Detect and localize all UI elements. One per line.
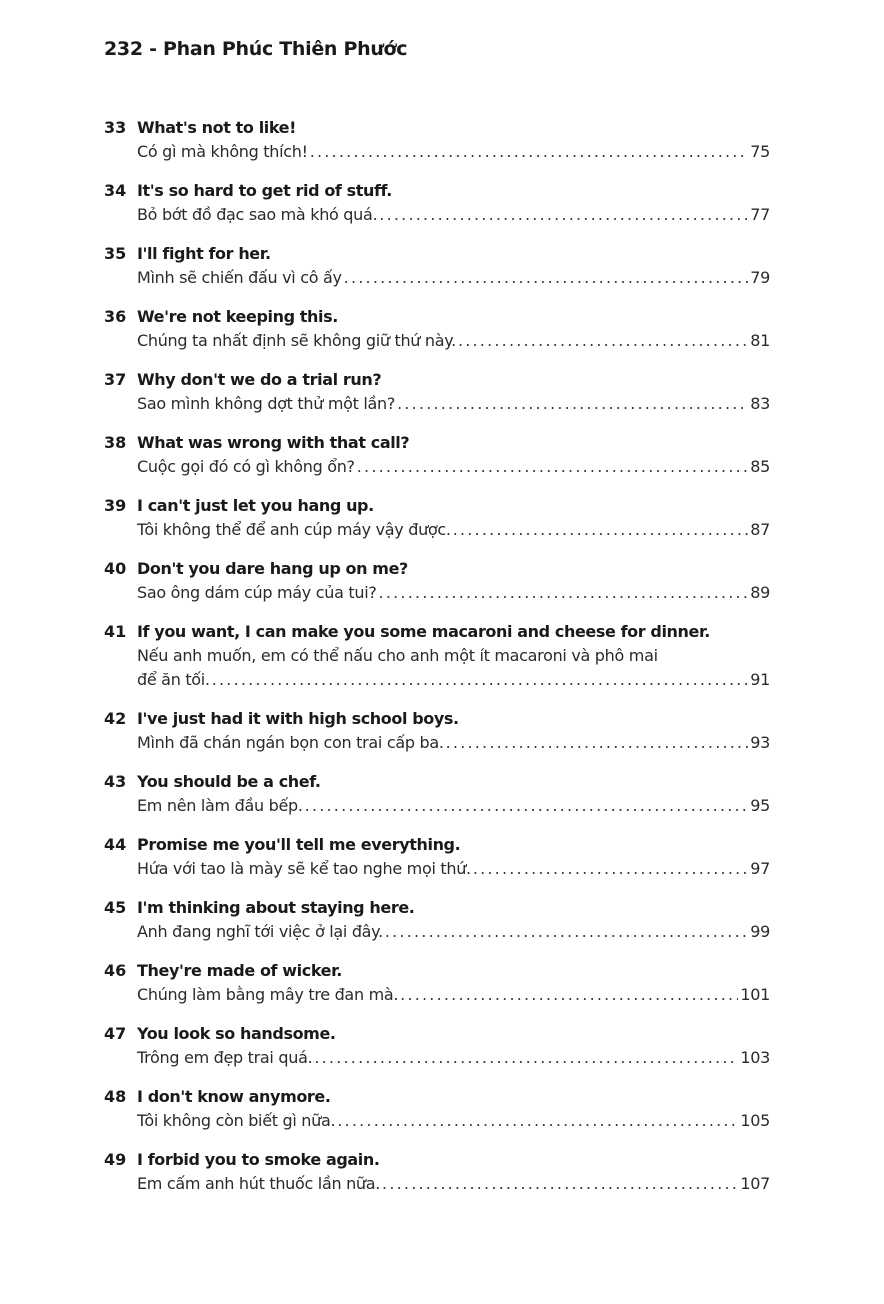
entry-body <box>137 305 770 353</box>
entry-body <box>137 833 770 881</box>
entry-vietnamese-last-line <box>137 140 770 164</box>
entry-page-number[interactable]: 87 <box>750 520 770 539</box>
dot-leader <box>382 1172 738 1196</box>
entry-vietnamese-last-line <box>137 983 770 1007</box>
entry-vietnamese-last-line <box>137 329 770 353</box>
entry-vietnamese-title: Sao mình không dợt thử một lần? <box>137 394 396 413</box>
entry-vietnamese-title: Chúng làm bằng mây tre đan mà. <box>137 985 399 1004</box>
toc-entry-44[interactable] <box>104 833 770 881</box>
dot-leader <box>310 140 749 164</box>
dot-leader <box>473 857 748 881</box>
dot-leader <box>446 731 749 755</box>
entry-english-title: I'll fight for her. <box>137 244 271 263</box>
entry-english-title: I've just had it with high school boys. <box>137 709 459 728</box>
entry-body <box>137 1085 770 1133</box>
entry-vietnamese-line: Nếu anh muốn, em có thể nấu cho anh một ít macaroni và phô mai <box>137 646 658 665</box>
dot-leader <box>314 1046 738 1070</box>
entry-vietnamese-title: Mình đã chán ngán bọn con trai cấp ba. <box>137 733 444 752</box>
entry-vietnamese-title: để ăn tối. <box>137 670 210 689</box>
entry-page-number[interactable]: 105 <box>740 1111 770 1130</box>
entry-page-number[interactable]: 95 <box>750 796 770 815</box>
entry-vietnamese-last-line <box>137 1109 770 1133</box>
entry-vietnamese-last-line <box>137 518 770 542</box>
entry-english-title: I can't just let you hang up. <box>137 496 374 515</box>
entry-page-number[interactable]: 75 <box>750 142 770 161</box>
entry-vietnamese-last-line <box>137 455 770 479</box>
entry-number: 36 <box>104 307 127 326</box>
dot-leader <box>400 983 738 1007</box>
entry-number: 43 <box>104 772 127 791</box>
entry-vietnamese-title: Tôi không còn biết gì nữa. <box>137 1111 336 1130</box>
entry-vietnamese-title: Tôi không thể để anh cúp máy vậy được. <box>137 520 451 539</box>
toc-entry-36[interactable] <box>104 305 770 353</box>
entry-vietnamese-last-line <box>137 920 770 944</box>
toc-entry-37[interactable] <box>104 368 770 416</box>
entry-english-title: Don't you dare hang up on me? <box>137 559 408 578</box>
toc-entry-35[interactable] <box>104 242 770 290</box>
entry-body <box>137 959 770 1007</box>
entry-vietnamese-last-line <box>137 392 770 416</box>
entry-number: 45 <box>104 898 127 917</box>
entry-body <box>137 368 770 416</box>
entry-english-title: If you want, I can make you some macaroni and cheese for dinner. <box>137 622 710 641</box>
entry-body <box>137 242 770 290</box>
toc-entry-43[interactable] <box>104 770 770 818</box>
toc-entry-45[interactable] <box>104 896 770 944</box>
entry-number: 35 <box>104 244 127 263</box>
toc-entry-33[interactable] <box>104 116 770 164</box>
dot-leader <box>344 266 749 290</box>
entry-page-number[interactable]: 99 <box>750 922 770 941</box>
toc-entry-49[interactable] <box>104 1148 770 1196</box>
toc-entry-34[interactable] <box>104 179 770 227</box>
entry-body <box>137 896 770 944</box>
dot-leader <box>397 392 748 416</box>
entry-vietnamese-title: Chúng ta nhất định sẽ không giữ thứ này. <box>137 331 456 350</box>
entry-english-title: They're made of wicker. <box>137 961 342 980</box>
entry-vietnamese-last-line <box>137 731 770 755</box>
entry-vietnamese-title: Bỏ bớt đồ đạc sao mà khó quá. <box>137 205 378 224</box>
entry-number: 44 <box>104 835 127 854</box>
page-header: 232 - Phan Phúc Thiên Phước <box>104 38 408 60</box>
entry-english-title: We're not keeping this. <box>137 307 338 326</box>
entry-english-title: I forbid you to smoke again. <box>137 1150 380 1169</box>
entry-english-title: Promise me you'll tell me everything. <box>137 835 461 854</box>
entry-number: 42 <box>104 709 127 728</box>
entry-vietnamese-last-line <box>137 794 770 818</box>
entry-vietnamese-title: Mình sẽ chiến đấu vì cô ấy <box>137 268 342 287</box>
entry-english-title: I'm thinking about staying here. <box>137 898 415 917</box>
entry-page-number[interactable]: 91 <box>750 670 770 689</box>
entry-english-title: Why don't we do a trial run? <box>137 370 382 389</box>
dot-leader <box>385 920 748 944</box>
entry-vietnamese-last-line <box>137 266 770 290</box>
entry-vietnamese-last-line <box>137 668 770 692</box>
entry-vietnamese-title: Cuộc gọi đó có gì không ổn? <box>137 457 355 476</box>
entry-vietnamese-title: Sao ông dám cúp máy của tui? <box>137 583 377 602</box>
entry-vietnamese-last-line <box>137 203 770 227</box>
toc-entry-48[interactable] <box>104 1085 770 1133</box>
entry-vietnamese-last-line <box>137 857 770 881</box>
entry-body <box>137 620 770 692</box>
table-of-contents <box>104 116 770 1211</box>
dot-leader <box>458 329 748 353</box>
entry-body <box>137 707 770 755</box>
entry-english-title: What's not to like! <box>137 118 297 137</box>
entry-vietnamese-last-line <box>137 1046 770 1070</box>
entry-number: 40 <box>104 559 127 578</box>
toc-entry-47[interactable] <box>104 1022 770 1070</box>
toc-entry-38[interactable] <box>104 431 770 479</box>
entry-body <box>137 116 770 164</box>
entry-vietnamese-last-line <box>137 1172 770 1196</box>
entry-page-number[interactable]: 81 <box>750 331 770 350</box>
entry-page-number[interactable]: 103 <box>740 1048 770 1067</box>
dot-leader <box>212 668 749 692</box>
entry-english-title: What was wrong with that call? <box>137 433 410 452</box>
entry-number: 49 <box>104 1150 127 1169</box>
entry-number: 41 <box>104 622 127 641</box>
entry-page-number[interactable]: 83 <box>750 394 770 413</box>
entry-vietnamese-title: Em nên làm đầu bếp. <box>137 796 303 815</box>
toc-entry-39[interactable] <box>104 494 770 542</box>
toc-entry-46[interactable] <box>104 959 770 1007</box>
entry-page-number[interactable]: 77 <box>750 205 770 224</box>
dot-leader <box>305 794 749 818</box>
dot-leader <box>453 518 749 542</box>
entry-english-title: It's so hard to get rid of stuff. <box>137 181 392 200</box>
entry-body <box>137 179 770 227</box>
entry-vietnamese-last-line <box>137 581 770 605</box>
dot-leader <box>379 581 749 605</box>
entry-body <box>137 770 770 818</box>
entry-body <box>137 1022 770 1070</box>
entry-page-number[interactable]: 79 <box>750 268 770 287</box>
dot-leader <box>379 203 748 227</box>
entry-body <box>137 494 770 542</box>
entry-body <box>137 557 770 605</box>
entry-vietnamese-title: Hứa với tao là mày sẽ kể tao nghe mọi thứ. <box>137 859 471 878</box>
entry-number: 34 <box>104 181 127 200</box>
entry-number: 46 <box>104 961 127 980</box>
dot-leader <box>357 455 748 479</box>
entry-vietnamese-title: Anh đang nghĩ tới việc ở lại đây. <box>137 922 383 941</box>
entry-vietnamese-lines <box>137 644 770 668</box>
entry-page-number[interactable]: 85 <box>750 457 770 476</box>
entry-number: 33 <box>104 118 127 137</box>
entry-vietnamese-title: Có gì mà không thích! <box>137 142 308 161</box>
toc-entry-41[interactable] <box>104 620 770 692</box>
entry-english-title: You should be a chef. <box>137 772 321 791</box>
dot-leader <box>337 1109 738 1133</box>
entry-english-title: I don't know anymore. <box>137 1087 331 1106</box>
entry-page-number[interactable]: 93 <box>750 733 770 752</box>
toc-entry-42[interactable] <box>104 707 770 755</box>
entry-body <box>137 431 770 479</box>
entry-page-number[interactable]: 101 <box>740 985 770 1004</box>
entry-number: 39 <box>104 496 127 515</box>
entry-vietnamese-title: Trông em đẹp trai quá. <box>137 1048 313 1067</box>
entry-vietnamese-title: Em cấm anh hút thuốc lần nữa. <box>137 1174 381 1193</box>
entry-number: 37 <box>104 370 127 389</box>
entry-number: 48 <box>104 1087 127 1106</box>
entry-number: 38 <box>104 433 127 452</box>
entry-page-number[interactable]: 107 <box>740 1174 770 1193</box>
entry-english-title: You look so handsome. <box>137 1024 336 1043</box>
entry-number: 47 <box>104 1024 127 1043</box>
entry-page-number[interactable]: 89 <box>750 583 770 602</box>
entry-body <box>137 1148 770 1196</box>
toc-entry-40[interactable] <box>104 557 770 605</box>
entry-page-number[interactable]: 97 <box>750 859 770 878</box>
